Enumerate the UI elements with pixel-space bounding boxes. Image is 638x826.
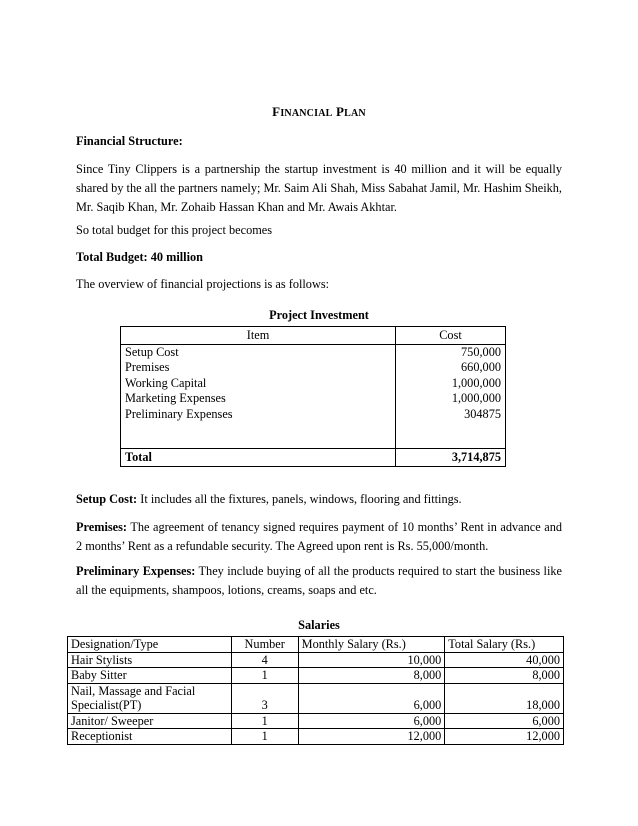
overview-line: The overview of financial projections is as follows: — [76, 277, 330, 291]
salaries-table-caption: Salaries — [298, 618, 340, 632]
preliminary-expenses-label: Preliminary Expenses: — [76, 564, 196, 578]
salary-designation: Nail, Massage and Facial Specialist(PT) — [68, 683, 232, 713]
investment-item: Marketing Expenses — [125, 391, 226, 406]
investment-cost: 660,000 — [461, 360, 501, 375]
salary-number: 1 — [231, 668, 298, 684]
investment-items-cell — [121, 345, 396, 449]
salary-monthly: 8,000 — [298, 668, 445, 684]
investment-table-header — [121, 327, 506, 345]
investment-costs-cell — [396, 345, 506, 449]
investment-item: Setup Cost — [125, 345, 179, 359]
table-row — [68, 729, 564, 745]
salary-number: 4 — [231, 652, 298, 668]
salary-total: 12,000 — [445, 729, 564, 745]
investment-header-item: Item — [121, 327, 396, 345]
table-row — [68, 652, 564, 668]
salary-designation: Hair Stylists — [68, 652, 232, 668]
salaries-table — [67, 636, 564, 745]
setup-cost-description — [76, 490, 562, 509]
salary-number: 1 — [231, 713, 298, 729]
preliminary-expenses-text: They include buying of all the products required to start the business like all the equipments, shampoos, lotions, creams, soaps and etc. — [76, 564, 562, 597]
investment-total-label: Total — [121, 449, 396, 467]
salary-number: 3 — [231, 683, 298, 713]
investment-table — [120, 326, 506, 467]
total-budget: Total Budget: 40 million — [76, 250, 203, 264]
salaries-table-header — [68, 637, 564, 653]
premises-text: The agreement of tenancy signed requires payment of 10 months’ Rent in advance and 2 months’ Rent as a refundable security. The Agreed upon rent is Rs. 55,000/month. — [76, 520, 562, 553]
investment-cost: 1,000,000 — [451, 391, 501, 406]
investment-header-cost: Cost — [396, 327, 506, 345]
table-row — [68, 683, 564, 713]
investment-cost: 1,000,000 — [451, 375, 501, 390]
setup-cost-text: It includes all the fixtures, panels, windows, flooring and fittings. — [137, 492, 462, 506]
investment-table-caption: Project Investment — [269, 308, 369, 322]
budget-line: So total budget for this project becomes — [76, 223, 273, 237]
salary-total: 8,000 — [445, 668, 564, 684]
salaries-header-monthly: Monthly Salary (Rs.) — [298, 637, 445, 653]
salary-monthly: 6,000 — [298, 683, 445, 713]
salary-monthly: 12,000 — [298, 729, 445, 745]
investment-item: Premises — [125, 360, 170, 375]
salaries-header-designation: Designation/Type — [68, 637, 232, 653]
salary-designation: Janitor/ Sweeper — [68, 713, 232, 729]
investment-item: Preliminary Expenses — [125, 406, 233, 421]
table-row — [68, 668, 564, 684]
premises-label: Premises: — [76, 520, 127, 534]
salary-designation: Baby Sitter — [68, 668, 232, 684]
financial-structure-heading: Financial Structure: — [76, 134, 183, 148]
page-title: FINANCIAL PLAN — [272, 104, 366, 119]
salary-total: 40,000 — [445, 652, 564, 668]
preliminary-expenses-description — [76, 562, 562, 600]
investment-total-value: 3,714,875 — [396, 449, 506, 467]
premises-description — [76, 518, 562, 556]
salaries-header-number: Number — [231, 637, 298, 653]
investment-table-body — [121, 345, 506, 449]
salary-number: 1 — [231, 729, 298, 745]
investment-cost: 304875 — [464, 406, 501, 421]
salary-monthly: 10,000 — [298, 652, 445, 668]
investment-cost: 750,000 — [461, 345, 501, 359]
salary-designation: Receptionist — [68, 729, 232, 745]
financial-structure-paragraph: Since Tiny Clippers is a partnership the startup investment is 40 million and it will be equally shared by the all the partners namely; Mr. Saim Ali Shah, Miss Sabahat Jamil, Mr. Hashim Sheikh, Mr. Saqib Khan, Mr. Zohaib Hassan Khan and Mr. Awais Akhtar. — [76, 162, 563, 214]
setup-cost-label: Setup Cost: — [76, 492, 138, 506]
salary-total: 18,000 — [445, 683, 564, 713]
salaries-header-total: Total Salary (Rs.) — [445, 637, 564, 653]
salary-monthly: 6,000 — [298, 713, 445, 729]
salary-total: 6,000 — [445, 713, 564, 729]
table-row — [68, 713, 564, 729]
investment-item: Working Capital — [125, 375, 207, 390]
investment-total-row — [121, 449, 506, 467]
